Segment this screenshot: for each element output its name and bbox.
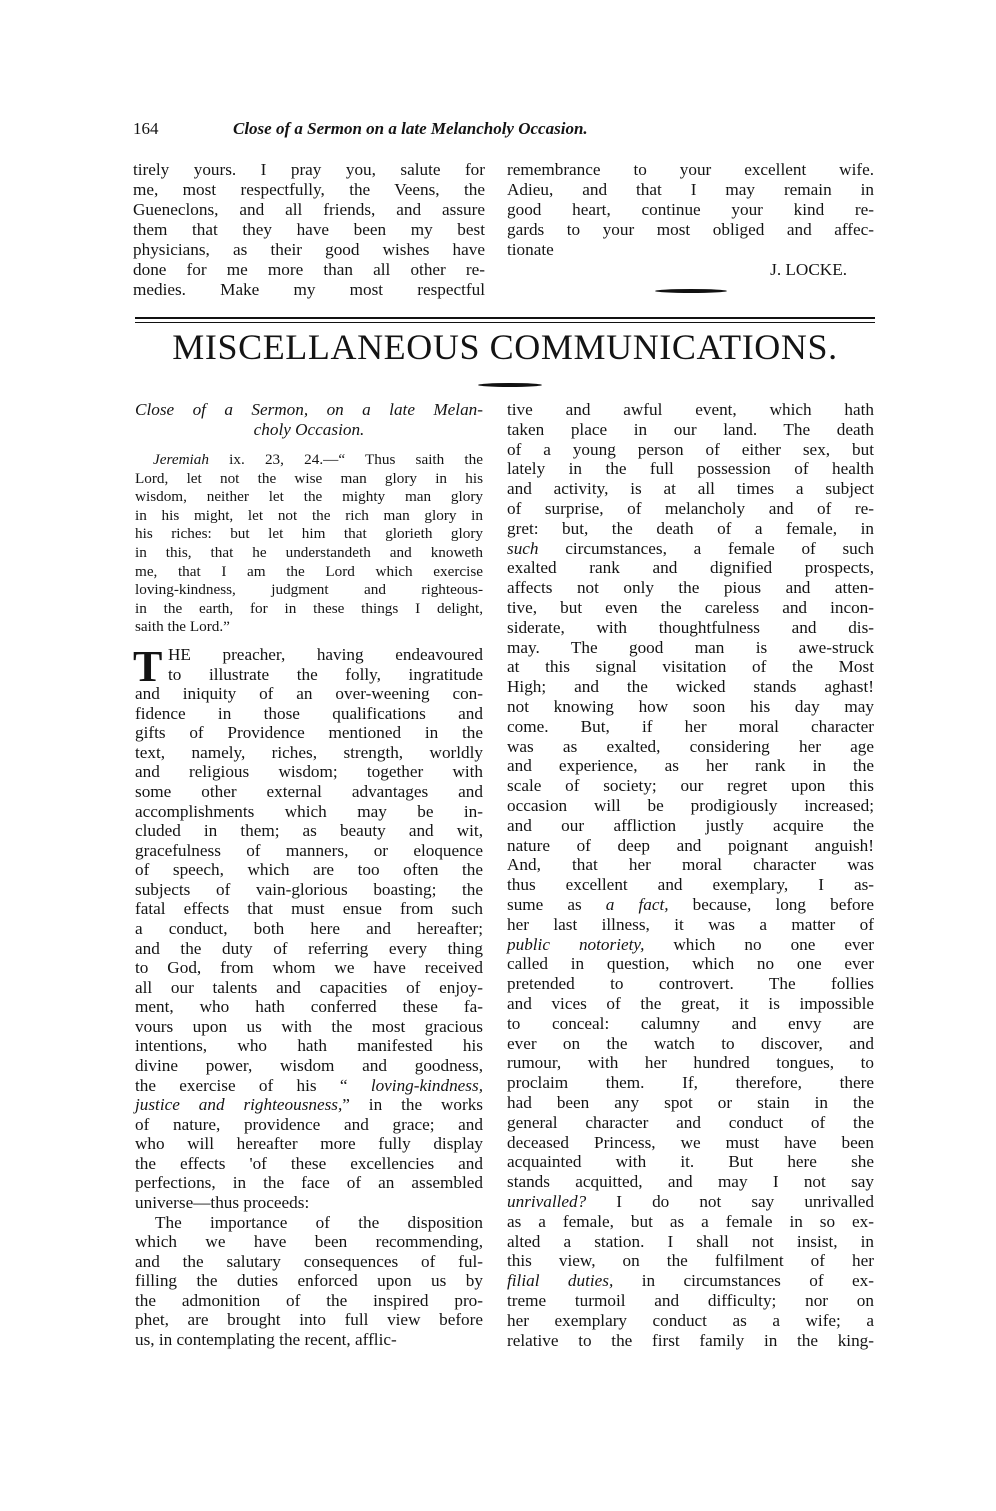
text: Lord, let not the wise man glory in his: [135, 469, 483, 487]
text: in the earth, for in these things I delight,: [135, 599, 483, 617]
text-line: [507, 1291, 874, 1311]
text: vours upon us with the most gracious: [135, 1016, 483, 1036]
text: the effects 'of these excellencies and: [135, 1153, 483, 1173]
text-line: [133, 280, 485, 300]
text: may. The good man is awe-struck: [507, 637, 874, 657]
italic-text: Jeremiah: [153, 451, 209, 468]
text: the exercise of his “: [135, 1075, 371, 1095]
text-line: [507, 994, 874, 1014]
text: lately in the full possession of health: [507, 459, 874, 479]
text-line: [135, 562, 483, 582]
text: them that they have been my best: [133, 220, 485, 239]
text-line: [135, 821, 483, 841]
text: general character and conduct of the: [507, 1112, 874, 1132]
text-line: [135, 802, 483, 822]
text-line: [507, 796, 874, 816]
text-line: [135, 580, 483, 600]
text: I do not say unrivalled: [586, 1192, 874, 1211]
text: of speech, which are too often the: [135, 860, 483, 880]
text: pretended to controvert. The follies: [507, 974, 874, 994]
text: this view, on the fulfilment of her: [507, 1251, 874, 1271]
text: gret: but, the death of a female, in: [507, 518, 874, 538]
text: her last illness, it was a matter of: [507, 914, 874, 934]
text-line: [507, 440, 874, 460]
text: sume as: [507, 895, 606, 914]
text-line: [507, 160, 874, 180]
text-line: [507, 855, 874, 875]
text-line: [507, 1232, 874, 1252]
text-line: [507, 756, 874, 776]
ornament-divider: [655, 289, 727, 293]
text-line: [135, 524, 483, 544]
text: relative to the first family in the king-: [507, 1330, 874, 1350]
text: had been any spot or stain in the: [507, 1093, 874, 1112]
text: and vices of the great, it is impossible: [507, 994, 874, 1013]
text: tionate: [507, 240, 554, 259]
text: perfections, in the face of an assembled: [135, 1173, 483, 1193]
text-line: [507, 400, 874, 420]
text-line: [507, 935, 874, 955]
text: accomplishments which may be in-: [135, 801, 483, 821]
text-line: [135, 506, 483, 526]
text-line: [507, 895, 874, 915]
italic-text: unrivalled?: [507, 1192, 587, 1211]
text: and the salutary consequences of ful-: [135, 1251, 483, 1271]
text: done for me more than all other re-: [133, 260, 485, 279]
text-line: [135, 978, 483, 998]
text: who will hereafter more fully display: [135, 1134, 483, 1154]
text-line: [135, 543, 483, 563]
text: universe—thus proceeds:: [135, 1192, 310, 1212]
text: good heart, continue your kind re-: [507, 200, 874, 219]
text-line: [155, 1213, 483, 1233]
text: remembrance to your excellent wife.: [507, 160, 874, 179]
text-line: [507, 1192, 874, 1212]
text: And, that her moral character was: [507, 855, 874, 875]
text-line: [507, 539, 874, 559]
text-line: [507, 420, 874, 440]
text: in his might, let not the rich man glory in: [135, 506, 483, 524]
text-line: [507, 1251, 874, 1271]
italic-text: filial duties,: [507, 1271, 614, 1291]
text-line: [135, 487, 483, 507]
text: gifts of Providence mentioned in the: [135, 723, 483, 743]
text: in this, that he understandeth and knoweth: [135, 544, 483, 561]
text: text, namely, riches, strength, worldly: [135, 742, 483, 762]
text-line: [135, 1134, 483, 1154]
text-line: [133, 220, 485, 240]
section-title: MISCELLANEOUS COMMUNICATIONS.: [172, 327, 838, 367]
text: HE preacher, having endeavoured: [168, 645, 483, 664]
text-line: [135, 1076, 483, 1096]
text: scale of society; our regret upon this: [507, 776, 874, 796]
italic-text: a fact,: [605, 895, 669, 914]
text-line: [135, 1056, 483, 1076]
text-line: [135, 1291, 483, 1311]
text: me, that I am the Lord which exercise: [135, 562, 483, 580]
text: tive, but even the careless and incon-: [507, 598, 874, 617]
text: The importance of the disposition: [155, 1212, 483, 1232]
text-line: [507, 954, 874, 974]
double-rule-top: [135, 317, 875, 319]
text: Close of a Sermon, on a late Melan-: [135, 400, 483, 419]
italic-text: public notoriety,: [507, 934, 645, 954]
text: medies. Make my most respectful: [133, 280, 485, 299]
text-line: [135, 1095, 483, 1115]
text-line: [135, 1330, 483, 1350]
text: his riches: but let him that glorieth glory: [135, 525, 483, 543]
text-line: [135, 1310, 483, 1330]
text-line: [135, 1115, 483, 1135]
text: the admonition of the inspired pro-: [135, 1290, 483, 1310]
text: which we have been recommending,: [135, 1232, 483, 1252]
text-line: [507, 737, 874, 757]
text: acquainted with it. But here she: [507, 1152, 874, 1172]
text-line: [133, 180, 485, 200]
text-line: [507, 1014, 874, 1034]
text-line: [507, 459, 874, 479]
text-line: [135, 782, 483, 802]
text: wisdom, neither let the mighty man glory: [135, 488, 483, 506]
text: treme turmoil and difficulty; nor on: [507, 1291, 874, 1310]
text-line: [168, 645, 483, 665]
text-line: [507, 1152, 874, 1172]
text-line: [507, 816, 874, 836]
text: called in question, which no one ever: [507, 954, 874, 974]
text: saith the Lord.”: [135, 618, 230, 636]
text-line: [507, 875, 874, 895]
text-line: [135, 1271, 483, 1291]
text-line: [507, 1133, 874, 1153]
text: alted a station. I shall not insist, in: [507, 1231, 874, 1251]
text: ” in the works: [342, 1095, 483, 1115]
text: subjects of vain-glorious boasting; the: [135, 879, 483, 899]
text: circumstances, a female of such: [538, 538, 874, 558]
text-line: [135, 599, 483, 619]
text: her exemplary conduct as a wife; a: [507, 1310, 874, 1330]
text: Adieu, and that I may remain in: [507, 180, 874, 199]
text: High; and the wicked stands aghast!: [507, 677, 874, 697]
text-line: [135, 939, 483, 959]
text-line: [135, 743, 483, 763]
text: and the duty of referring every thing: [135, 938, 483, 958]
text: gards to your most obliged and affec-: [507, 220, 874, 239]
text: choly Occasion.: [253, 420, 365, 439]
text-line: [507, 1172, 874, 1192]
text-line: [507, 638, 874, 658]
text: fatal effects that must ensue from such: [135, 899, 483, 919]
text: because, long before: [668, 895, 874, 914]
text: Gueneclons, and all friends, and assure: [133, 200, 485, 219]
text-line: [507, 697, 874, 717]
text-line: [507, 558, 874, 578]
text-line: [507, 240, 874, 260]
text-line: [135, 684, 483, 704]
text: intentions, who hath manifested his: [135, 1036, 483, 1056]
text: thus excellent and exemplary, I as-: [507, 875, 874, 895]
text-line: [168, 665, 483, 685]
text-line: [135, 997, 483, 1017]
text-line: [507, 1331, 874, 1351]
text-line: [135, 1252, 483, 1272]
text-line: [507, 1053, 874, 1073]
text: siderate, with thoughtfulness and dis-: [507, 617, 874, 637]
text: proclaim them. If, therefore, there: [507, 1073, 874, 1093]
text-line: [135, 841, 483, 861]
text: to God, from whom we have received: [135, 958, 483, 978]
text-line: [507, 200, 874, 220]
text-line: [507, 1271, 874, 1291]
text: rumour, with her hundred tongues, to: [507, 1053, 874, 1073]
text-line: [135, 704, 483, 724]
text: to conceal: calumny and envy are: [507, 1013, 874, 1033]
text-line: [135, 469, 483, 489]
text-line: [135, 1193, 483, 1213]
text-line: [133, 200, 485, 220]
text: loving-kindness, judgment and righteous-: [135, 581, 483, 599]
text: and experience, as her rank in the: [507, 756, 874, 776]
text-line: [135, 1017, 483, 1037]
text: divine power, wisdom and goodness,: [135, 1055, 483, 1075]
text: stands acquitted, and may I not say: [507, 1172, 874, 1192]
text: tive and awful event, which hath: [507, 400, 874, 419]
text: some other external advantages and: [135, 781, 483, 801]
text-line: [507, 1073, 874, 1093]
text: ment, who hath conferred these fa-: [135, 997, 483, 1017]
text: physicians, as their good wishes have: [133, 240, 485, 259]
text-line: [507, 836, 874, 856]
text: me, most respectfully, the Veens, the: [133, 180, 485, 199]
text-line: [507, 717, 874, 737]
text: and iniquity of an over-weening con-: [135, 684, 483, 704]
running-header: [133, 119, 873, 141]
text-line: [507, 479, 874, 499]
text-line: [507, 1311, 874, 1331]
text: of surprise, of melancholy and of re-: [507, 499, 874, 518]
text: all our talents and capacities of enjoy-: [135, 977, 483, 997]
text-line: [507, 578, 874, 598]
text-line: [135, 762, 483, 782]
text-line: [507, 499, 874, 519]
text: at this signal visitation of the Most: [507, 657, 874, 677]
text-line: [135, 1173, 483, 1193]
text: not knowing how soon his day may: [507, 697, 874, 716]
signature: J. LOCKE.: [770, 260, 847, 279]
text-line: [135, 1154, 483, 1174]
text-line: [135, 860, 483, 880]
text: a conduct, both here and hereafter;: [135, 918, 483, 938]
text-line: [153, 450, 483, 470]
text: in circumstances of ex-: [613, 1271, 874, 1291]
ornament-divider: [478, 383, 542, 387]
text-line: [135, 880, 483, 900]
text-line: [135, 400, 483, 420]
text-line: [507, 618, 874, 638]
running-title: Close of a Sermon on a late Melancholy Occasion.: [233, 119, 588, 138]
text: come. But, if her moral character: [507, 716, 874, 736]
text: and our affliction justly acquire the: [507, 815, 874, 835]
page-number: 164: [133, 119, 159, 138]
text-line: [135, 919, 483, 939]
text-line: [507, 1212, 874, 1232]
italic-text: loving-kindness,: [370, 1075, 483, 1095]
text: cluded in them; as beauty and wit,: [135, 821, 483, 841]
text-line: [507, 1093, 874, 1113]
text-line: [135, 723, 483, 743]
text: exalted rank and dignified prospects,: [507, 558, 874, 578]
text-line: [507, 220, 874, 240]
text-line: [507, 657, 874, 677]
text: and activity, is at all times a subject: [507, 479, 874, 499]
text: as a female, but as a female in so ex-: [507, 1211, 874, 1231]
text: to illustrate the folly, ingratitude: [168, 664, 483, 684]
text: occasion will be prodigiously increased;: [507, 796, 874, 815]
text: and religious wisdom; together with: [135, 762, 483, 782]
text: fidence in those qualifications and: [135, 703, 483, 723]
drop-cap: T: [133, 642, 163, 691]
text-line: [507, 1113, 874, 1133]
text-line: [507, 776, 874, 796]
text: ever on the watch to discover, and: [507, 1033, 874, 1053]
text-line: [507, 915, 874, 935]
text-line: [507, 974, 874, 994]
text-line: [135, 420, 483, 440]
text-line: [507, 1034, 874, 1054]
text: affects not only the pious and atten-: [507, 578, 874, 598]
text: phet, are brought into full view before: [135, 1310, 483, 1330]
text: us, in contemplating the recent, afflic-: [135, 1329, 397, 1349]
text: which no one ever: [644, 934, 874, 954]
text-line: [133, 260, 485, 280]
text-line: [135, 899, 483, 919]
text-line: [507, 519, 874, 539]
text-line: [135, 1036, 483, 1056]
text: nature of deep and poignant anguish!: [507, 835, 874, 855]
text-line: [507, 677, 874, 697]
text: of a young person of either sex, but: [507, 439, 874, 459]
text: deceased Princess, we must have been: [507, 1132, 874, 1152]
double-rule-bottom: [135, 322, 875, 323]
text-line: [135, 617, 483, 637]
text: filling the duties enforced upon us by: [135, 1271, 483, 1291]
text-line: [507, 180, 874, 200]
italic-text: such: [507, 538, 539, 558]
text: of nature, providence and grace; and: [135, 1114, 483, 1134]
text-line: [135, 958, 483, 978]
text: taken place in our land. The death: [507, 419, 874, 439]
text: was as exalted, considering her age: [507, 736, 874, 756]
text-line: [133, 240, 485, 260]
text-line: [133, 160, 485, 180]
text-line: [507, 598, 874, 618]
text: ix. 23, 24.—“ Thus saith the: [208, 451, 483, 468]
text-line: [135, 1232, 483, 1252]
italic-text: justice and righteousness,: [135, 1095, 343, 1115]
text: gracefulness of manners, or eloquence: [135, 840, 483, 860]
text: tirely yours. I pray you, salute for: [133, 160, 485, 179]
